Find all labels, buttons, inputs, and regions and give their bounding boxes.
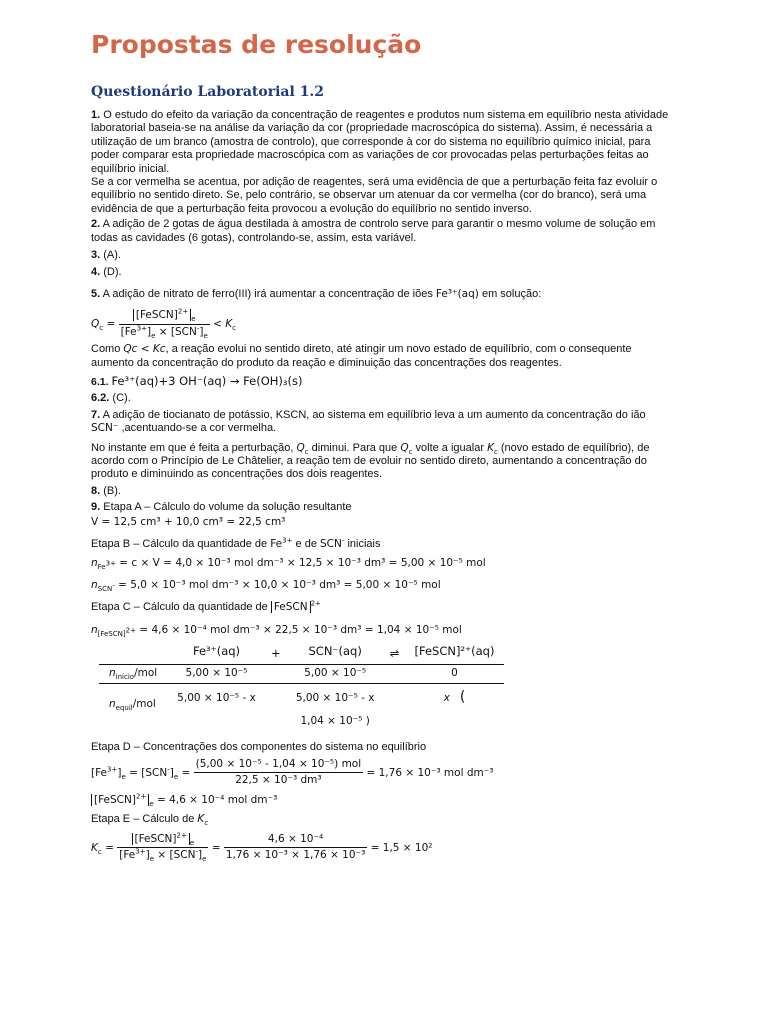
answer-1-cont: Se a cor vermelha se acentua, por adição de reagentes, será uma evidência de que a perturbação feita faz evoluir o equilíbrio no sentido direto. Se, pelo contrário, se observar um atenuar da cor vermelha (cor do branco), será uma evidência de que a perturbação feita provocou a evolução do equilíbrio no sentido inverso. <box>91 176 658 215</box>
answer-3: 3. (A). <box>91 249 121 262</box>
table-row: $n_{início}$/mol 5,00 × 10⁻⁵ 5,00 × 10⁻⁵ 0 <box>99 665 504 683</box>
answer-8: 8. (B). <box>91 484 121 497</box>
qc-expression: $Q_c$ = $\frac{[FeSCN]^{2+}_e}{[Fe^{3+}]_e \times [SCN^-]_e}$ < $K_c$ <box>91 307 236 340</box>
answers-body <box>91 109 669 866</box>
equilibrium-table: Fe³⁺(aq) + SCN⁻(aq) ⇌ [FeSCN]²⁺(aq) $n_{início}$/mol 5,00 × 10⁻⁵ 5,00 × 10⁻⁵ 0 $n_{equil}$/mol 5,00 × 10⁻⁵ - x 5,00 × 10⁻⁵ - x x ( 1,04 × 10⁻⁵ ) <box>99 643 504 731</box>
step-d: Etapa D – Concentrações dos componentes do sistema no equilíbrio <box>91 740 427 753</box>
page-title: Propostas de resolução <box>91 30 422 59</box>
header-scn: SCN⁻(aq) <box>308 644 362 658</box>
answer-6-2: 6.2. (C). <box>91 392 131 405</box>
fe-amount-equation: $n_{Fe^{3+}} = c \times V = 4,0 \times 10^{-3}$ mol dm⁻³ × 12,5 × 10⁻³ dm³ = 5,00 × 10⁻⁵ mol <box>91 557 486 572</box>
scn-amount-equation: $n_{SCN^-} = 5,0 \times 10^{-3}$ mol dm⁻³ × 10,0 × 10⁻³ dm³ = 5,00 × 10⁻⁵ mol <box>91 578 441 593</box>
volume-equation: V = 12,5 cm³ + 10,0 cm³ = 22,5 cm³ <box>91 515 286 528</box>
answer-1: 1. O estudo do efeito da variação da concentração de reagentes e produtos num sistema em equilíbrio nesta atividade laboratorial baseia-se na análise da variação da cor (propriedade macroscópica do sistema). Assim, é necessária a utilização de um branco (amostra de controlo), que corresponde à cor do sistema no equilíbrio químico inicial, para poder comparar esta propriedade macroscópica com as variações de cor provocadas pelas perturbações feitas ao equilíbrio inicial. <box>91 109 669 175</box>
answer-7-cont: No instante em que é feita a perturbação, $Q_c$ diminui. Para que $Q_c$ volte a igualar $K_c$ (novo estado de equilíbrio), de acordo com o Princípio de Le Châtelier, a reação tem de evoluir no sentido direto, aumentando a concentração do produto e diminuindo as concentrações dos dois reagentes. <box>91 441 650 481</box>
answer-6-1: 6.1. Fe³⁺(aq)+3 OH⁻(aq) → Fe(OH)₃(s) <box>91 373 303 388</box>
step-b: Etapa B – Cálculo da quantidade de $Fe^{3+}$ e de SCN- iniciais <box>91 536 381 550</box>
header-fe: Fe³⁺(aq) <box>192 644 241 658</box>
step-c: Etapa C – Cálculo da quantidade de FeSCN $^{2+}$ <box>91 599 321 614</box>
step-e: Etapa E – Cálculo de $K_c$ <box>91 813 209 828</box>
answer-2: 2. A adição de 2 gotas de água destilada à amostra de controlo serve para garantir o mesmo volume de solução em todas as cavidades (6 gotas), controlando-se, assim, esta variável. <box>91 218 656 244</box>
answer-7: 7. A adição de tiocianato de potássio, KSCN, ao sistema em equilíbrio leva a um aumento da concentração do ião SCN⁻ ,acentuando-se a cor vermelha. <box>91 408 646 435</box>
header-fescn: [FeSCN]²⁺(aq) <box>414 644 495 658</box>
concentration-equation: $[Fe^{3+}]_e = [SCN^-]_e$ = $\frac{\text{(5,00 × 10⁻⁵ - 1,04 × 10⁻⁵) mol}}{\text{22,5 × 10⁻³ dm³}}$ = 1,76 × 10⁻³ mol dm⁻³ <box>91 758 494 787</box>
section-title: Questionário Laboratorial 1.2 <box>91 84 325 100</box>
kc-equation: $K_c$ = $\frac{[FeSCN]^{2+}_e}{[Fe^{3+}]_e \times [SCN^-]_e}$ = $\frac{\text{4,6 × 10⁻⁴}}{\text{1,76 × 10⁻³ × 1,76 × 10⁻³}}$ = 1,5 × 10² <box>91 831 433 864</box>
answer-4: 4. (D). <box>91 266 122 279</box>
fescn-concentration-equation: [FeSCN]$^{2+}_e$ = 4,6 × 10⁻⁴ mol dm⁻³ <box>91 794 669 807</box>
fescn-amount-equation: $n_{[FeSCN]^{2+}} = 4,6 \times 10^{-4}$ mol dm⁻³ × 22,5 × 10⁻³ dm³ = 1,04 × 10⁻⁵ mol <box>91 623 462 638</box>
answer-5-cont: Como Qc < Kc, a reação evolui no sentido direto, até atingir um novo estado de equilíbrio, com o consequente aumento da concentração do produto da reação e diminuição das concentrações dos reagentes. <box>91 343 632 369</box>
answer-9: 9. Etapa A – Cálculo do volume da solução resultante <box>91 501 352 514</box>
table-row: $n_{equil}$/mol 5,00 × 10⁻⁵ - x 5,00 × 10⁻⁵ - x x ( <box>109 689 466 712</box>
table-row: 1,04 × 10⁻⁵ ) <box>300 715 370 728</box>
answer-5: 5. A adição de nitrato de ferro(III) irá aumentar a concentração de iões Fe³⁺(aq) em solução: <box>91 287 542 300</box>
